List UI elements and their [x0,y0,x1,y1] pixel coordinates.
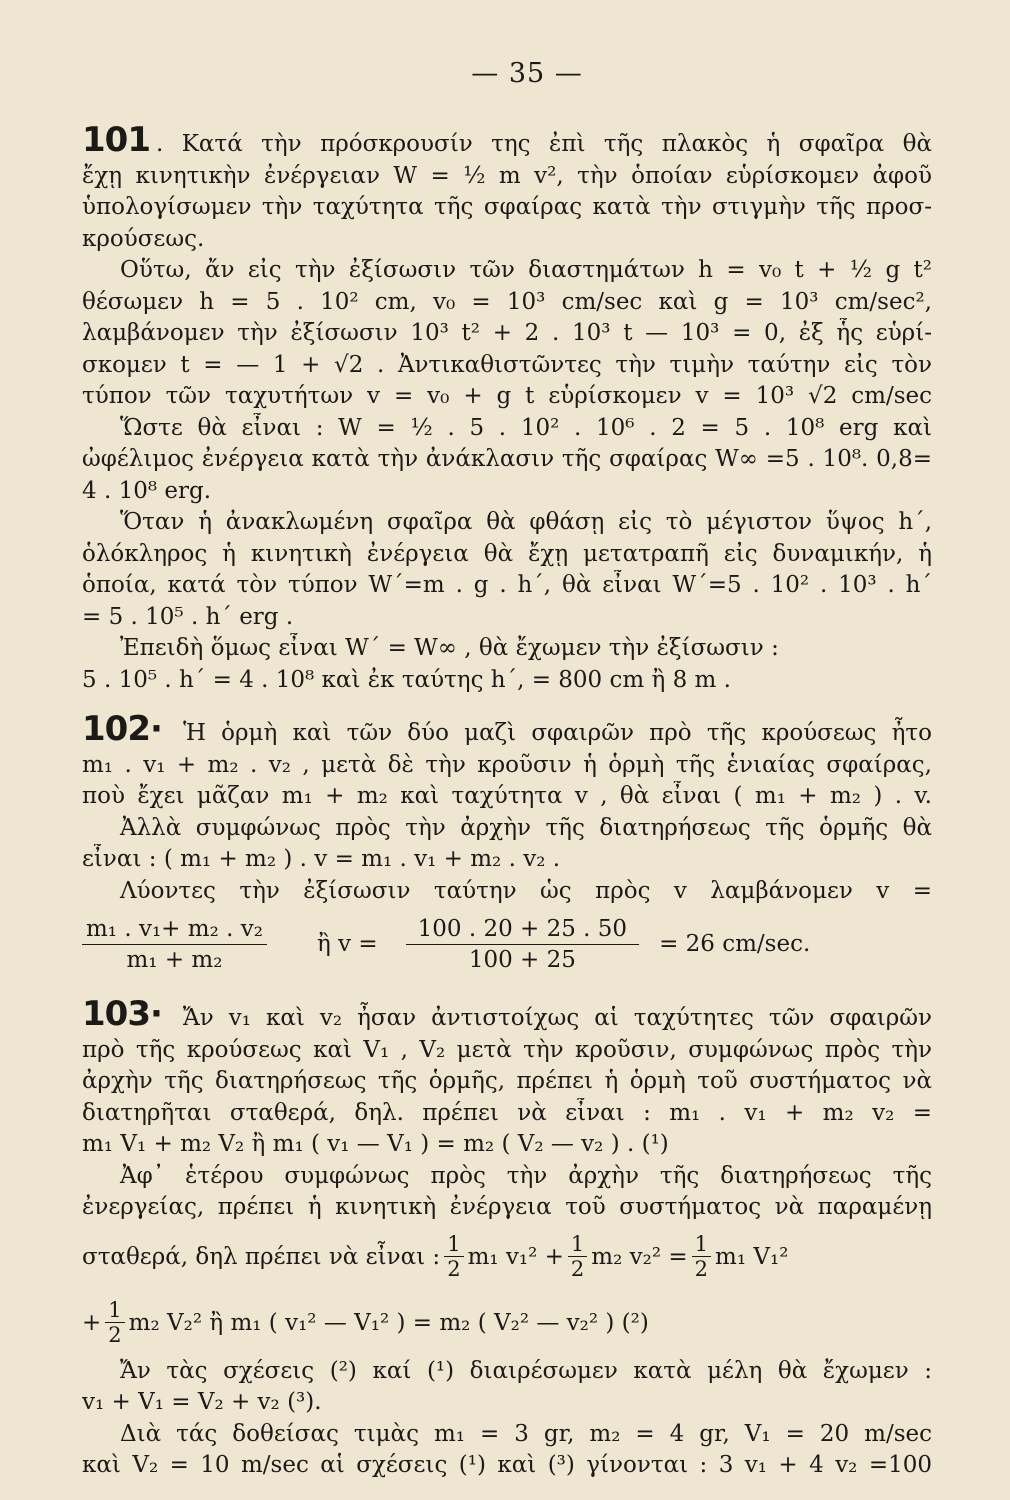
text-line: Ὅταν ἡ ἀνακλωμένη σφαῖρα θὰ φθάσῃ εἰς τὸ μέγιστον ὕψος h΄, [120,509,932,535]
text-line: θέσωμεν h = 5 . 10² cm, v₀ = 10³ cm/sec καὶ g = 10³ cm/sec², [82,288,932,315]
text-line: ἀρχὴν τῆς διατηρήσεως τῆς ὁρμῆς, πρέπει ἡ ὁρμὴ τοῦ συστήματος νὰ [82,1068,932,1094]
text-line: κρούσεως. [82,225,205,252]
text-line: v₁ + V₁ = V₂ + v₂ (³). [82,1389,322,1415]
text-line: Οὕτω, ἄν εἰς τὴν ἐξίσωσιν τῶν διαστημάτων h = v₀ t + ½ g t² [120,257,932,283]
text-line: καὶ V₂ = 10 m/sec αἱ σχέσεις (¹) καὶ (³) γίνονται : 3 v₁ + 4 v₂ =100 [82,1452,932,1478]
text-line: ποὺ ἔχει μᾶζαν m₁ + m₂ καὶ ταχύτητα v , θὰ εἶναι ( m₁ + m₂ ) . v. [82,783,932,809]
numerator: m₁ . v₁+ m₂ . v₂ [82,914,267,945]
equation-energy-cont: + $\frac{1}{2}$ m₂ V₂² ἢ m₁ ( v₁² — V₁² ) = m₂ ( V₂² — v₂² ) (²) [82,1298,649,1347]
numerator: 100 . 20 + 25 . 50 [406,914,639,945]
text-line: πρὸ τῆς κρούσεως καὶ V₁ , V₂ μετὰ τὴν κροῦσιν, συμφώνως πρὸς τὴν [82,1036,932,1063]
fraction-left [82,914,267,975]
text-line: ἔχῃ κινητικὴν ἐνέργειαν W = ½ m v², τὴν ὁποίαν εὑρίσκομεν ἀφοῦ [82,162,932,189]
section-number: 102· [82,714,162,749]
text-line: 103· Ἄν v₁ καὶ v₂ ἦσαν ἀντιστοίχως αἱ ταχύτητες τῶν σφαιρῶν [82,999,932,1035]
section-number: 101 [82,125,150,160]
text-line: σκομεν t = — 1 + √2 . Ἀντικαθιστῶντες τὴν τιμὴν ταύτην εἰς τὸν [82,351,932,378]
fraction-half: 1 2 [444,1232,463,1281]
equation-energy: σταθερά, δηλ πρέπει νὰ εἶναι : 1 2 m₁ v₁² + $\frac{1}{2}$ m₂ v₂² = $\frac{1}{2}$ m₁ V₁² [82,1232,789,1281]
fraction-half: $\frac{1}{2}$ [568,1232,587,1281]
text-line: m₁ . v₁ + m₂ . v₂ , μετὰ δὲ τὴν κροῦσιν ἡ ὁρμὴ τῆς ἑνιαίας σφαίρας, [82,751,932,778]
section-103 [82,999,932,1482]
text-line: m₁ V₁ + m₂ V₂ ἢ m₁ ( v₁ — V₁ ) = m₂ ( V₂ — v₂ ) . (¹) [82,1131,669,1157]
text-line: ὁποία, κατά τὸν τύπον W΄=m . g . h΄, θὰ εἶναι W΄=5 . 10² . 10³ . h΄ [82,572,932,598]
text-line: Λύοντες τὴν ἐξίσωσιν ταύτην ὡς πρὸς v λαμβάνομεν v = [120,877,932,904]
text-line: 101 . Κατά τὴν πρόσκρουσίν της ἐπὶ τῆς πλακὸς ἡ σφαῖρα θὰ [82,125,932,161]
section-number: 103· [82,999,162,1034]
section-101 [82,125,932,696]
text-line: ὁλόκληρος ἡ κινητικὴ ἐνέργεια θὰ ἔχῃ μετατραπῆ εἰς δυναμικήν, ἡ [82,540,932,567]
text-line: Ἀλλὰ συμφώνως πρὸς τὴν ἀρχὴν τῆς διατηρήσεως τῆς ὁρμῆς θὰ [120,814,932,841]
text-line: ὑπολογίσωμεν τὴν ταχύτητα τῆς σφαίρας κατὰ τὴν στιγμὴν τῆς προσ- [82,194,932,220]
text-line: 102· Ἡ ὁρμὴ καὶ τῶν δύο μαζὶ σφαιρῶν πρὸ τῆς κρούσεως ἦτο [82,714,932,750]
denominator: 100 + 25 [468,946,576,973]
text-line: Ὥστε θὰ εἶναι : W = ½ . 5 . 10² . 10⁶ . 2 = 5 . 10⁸ erg καὶ [120,414,932,441]
text-line: ἐνεργείας, πρέπει ἡ κινητικὴ ἐνέργεια τοῦ συστήματος νὰ παραμένῃ [82,1194,932,1220]
text-line: Διὰ τάς δοθείσας τιμὰς m₁ = 3 gr, m₂ = 4 gr, V₁ = 20 m/sec [120,1420,932,1447]
text-line: τύπον τῶν ταχυτήτων v = v₀ + g t εὑρίσκομεν v = 10³ √2 cm/sec [82,383,932,409]
text-line: 4 . 10⁸ erg. [82,477,212,504]
text-line: ὠφέλιμος ἐνέργεια κατὰ τὴν ἀνάκλασιν τῆς σφαίρας W∞ =5 . 10⁸. 0,8= [82,446,932,472]
text-line: Ἄν τὰς σχέσεις (²) καί (¹) διαιρέσωμεν κατὰ μέλη θὰ ἔχωμεν : [120,1357,932,1384]
text-line: εἶναι : ( m₁ + m₂ ) . v = m₁ . v₁ + m₂ . v₂ . [82,846,561,872]
section-102 [82,714,932,981]
text-line: διατηρῆται σταθερά, δηλ. πρέπει νὰ εἶναι : m₁ . v₁ + m₂ v₂ = [82,1099,932,1126]
text-line: = 5 . 10⁵ . h΄ erg . [82,603,294,630]
text-line: Ἐπειδὴ ὅμως εἶναι W΄ = W∞ , θὰ ἔχωμεν τὴν ἐξίσωσιν : [120,635,779,661]
denominator: m₁ + m₂ [126,946,223,973]
text-line: 5 . 10⁵ . h΄ = 4 . 10⁸ καὶ ἐκ ταύτης h΄, = 800 cm ἢ 8 m . [82,666,731,693]
fraction-half: $\frac{1}{2}$ [105,1298,124,1347]
equation-middle: ἢ v = [316,931,378,957]
fraction-right [406,914,639,975]
fraction-half: $\frac{1}{2}$ [692,1232,711,1281]
equation-velocity [82,907,932,981]
equation-result: = 26 cm/sec. [659,931,811,957]
page-number: — 35 — [471,58,583,89]
text-line: Ἀφ᾽ ἑτέρου συμφώνως πρὸς τὴν ἀρχὴν τῆς διατηρήσεως τῆς [120,1162,932,1189]
text-line: λαμβάνομεν τὴν ἐξίσωσιν 10³ t² + 2 . 10³ t — 10³ = 0, ἐξ ἧς εὑρί- [82,320,932,346]
